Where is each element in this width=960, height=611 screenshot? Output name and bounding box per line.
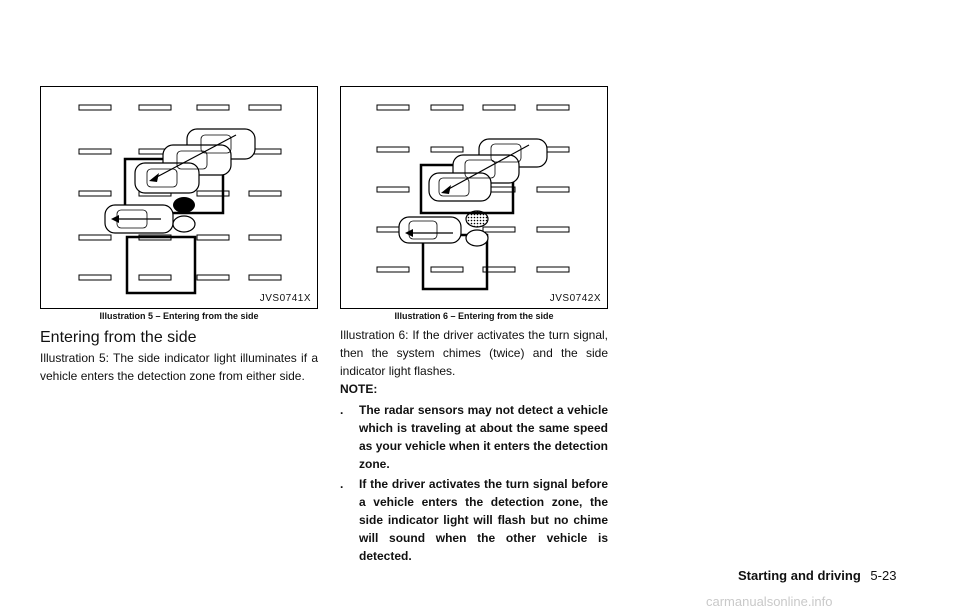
note-text: The radar sensors may not detect a vehicle which is traveling at about the same speed as your vehicle when it enters the detection zone.	[359, 403, 608, 471]
figure-caption: Illustration 5 – Entering from the side	[99, 311, 259, 321]
paragraph-illustration-5: Illustration 5: The side indicator light illuminates if a vehicle enters the detection zone from either side.	[40, 351, 318, 383]
footer-section: Starting and driving	[738, 568, 861, 583]
page-footer	[738, 568, 896, 583]
figure-code: JVS0741X	[259, 293, 311, 304]
figure-caption: Illustration 6 – Entering from the side	[394, 311, 554, 321]
illustration-5	[40, 86, 318, 309]
figure-code: JVS0742X	[549, 293, 601, 304]
note-item	[340, 401, 608, 473]
paragraph-illustration-6: Illustration 6: If the driver activates the turn signal, then the system chimes (twice) and the side indicator light flashes.	[340, 328, 608, 378]
section-heading: Entering from the side	[40, 329, 197, 346]
bullet-marker: .	[340, 477, 344, 491]
note-text: If the driver activates the turn signal before a vehicle enters the detection zone, the side indicator light will flash but no chime will sound when the other vehicle is detected.	[359, 477, 608, 563]
note-item	[340, 475, 608, 565]
illustration-6-drawing	[341, 87, 607, 308]
illustration-6	[340, 86, 608, 309]
bullet-marker: .	[340, 403, 344, 417]
note-title: NOTE:	[340, 382, 378, 396]
watermark: carmanualsonline.info	[706, 594, 833, 609]
illustration-5-drawing	[41, 87, 317, 308]
page-number: 5-23	[870, 568, 897, 583]
